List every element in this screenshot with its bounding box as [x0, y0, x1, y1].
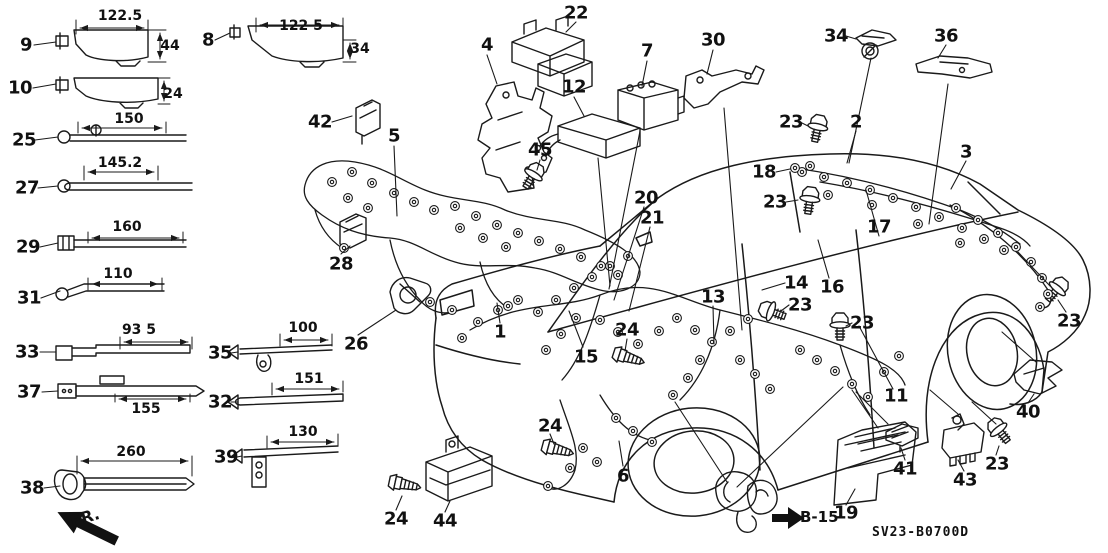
callout-33: 33: [14, 341, 40, 363]
callout-18: 18: [751, 161, 777, 183]
callout-23-1: 23: [778, 111, 804, 133]
car-outline: [434, 154, 1090, 523]
dimension-d9w: 122.5: [97, 8, 143, 24]
callout-23-4: 23: [849, 312, 875, 334]
part-37-drawing: [58, 376, 204, 402]
dimension-d29: 160: [112, 219, 142, 235]
callout-44: 44: [432, 510, 458, 532]
dimension-d35: 100: [288, 320, 318, 336]
dimension-d32: 151: [294, 371, 324, 387]
dimension-d8w: 122 5: [279, 18, 323, 34]
dimension-d38: 260: [116, 444, 146, 460]
callout-21: 21: [639, 207, 665, 229]
leader-lines: [33, 22, 1066, 512]
part-38-drawing: [55, 456, 194, 499]
part-8-drawing: [230, 18, 356, 67]
fr-direction-label: FR.: [67, 504, 102, 531]
callout-23-3: 23: [787, 294, 813, 316]
dimension-d8h: 34: [350, 41, 370, 57]
callout-38: 38: [19, 477, 45, 499]
callout-36: 36: [933, 25, 959, 47]
callout-8: 8: [201, 29, 215, 51]
callout-19: 19: [833, 502, 859, 524]
callout-24-1: 24: [614, 319, 640, 341]
part-22-drawing: [512, 16, 592, 96]
callout-23-6: 23: [1056, 310, 1082, 332]
dimension-d27: 145.2: [97, 155, 143, 171]
part-42-drawing: [356, 100, 380, 144]
callout-42: 42: [307, 111, 333, 133]
callout-7: 7: [640, 40, 654, 62]
callout-29: 29: [15, 236, 41, 258]
part-30-drawing: [684, 66, 764, 108]
callout-41: 41: [892, 458, 918, 480]
part-35-drawing: [228, 334, 332, 371]
callout-9: 9: [19, 34, 33, 56]
callout-3: 3: [959, 141, 973, 163]
callout-1: 1: [493, 321, 507, 343]
part-44-drawing: [426, 436, 492, 501]
dimension-d37: 155: [131, 401, 161, 417]
harness-wires: [304, 161, 1051, 489]
part-41-drawing: [886, 424, 918, 452]
callout-14: 14: [783, 272, 809, 294]
part-19-drawing: [834, 422, 916, 505]
part-40-drawing: [1014, 360, 1062, 394]
callout-39: 39: [213, 446, 239, 468]
callout-12: 12: [561, 76, 587, 98]
callout-30: 30: [700, 29, 726, 51]
callout-37: 37: [16, 381, 42, 403]
callout-23-2: 23: [762, 191, 788, 213]
callout-22: 22: [563, 2, 589, 24]
callout-13: 13: [700, 286, 726, 308]
dimension-d31: 110: [103, 266, 133, 282]
dimension-d33: 93 5: [121, 322, 157, 338]
diagram-code: SV23-B0700D: [872, 525, 970, 540]
callout-2: 2: [849, 111, 863, 133]
callout-20: 20: [633, 187, 659, 209]
callout-34: 34: [823, 25, 849, 47]
callout-24-3: 24: [383, 508, 409, 530]
callout-28: 28: [328, 253, 354, 275]
b15-reference-label: B-15: [800, 508, 839, 526]
dimension-d25: 150: [114, 111, 144, 127]
callout-4: 4: [480, 34, 494, 56]
callout-25: 25: [11, 129, 37, 151]
part-27-drawing: [58, 166, 192, 192]
callout-26: 26: [343, 333, 369, 355]
callout-17: 17: [866, 216, 892, 238]
part-9-drawing: [56, 20, 166, 66]
callout-6: 6: [616, 465, 630, 487]
part-33-drawing: [56, 337, 192, 360]
bolt-23-instances: [756, 113, 1072, 448]
callout-43: 43: [952, 469, 978, 491]
part-7-drawing: [618, 81, 684, 130]
dimension-d10h: 24: [163, 86, 183, 102]
dimension-d9h: 44: [160, 38, 180, 54]
callout-10: 10: [7, 77, 33, 99]
callout-45: 45: [527, 139, 553, 161]
part-36-drawing: [916, 56, 992, 78]
callout-11: 11: [883, 385, 909, 407]
part-39-drawing: [232, 434, 338, 487]
part-10-drawing: [56, 77, 170, 108]
callout-16: 16: [819, 276, 845, 298]
dimension-d39: 130: [288, 424, 318, 440]
callout-27: 27: [14, 177, 40, 199]
callout-35: 35: [207, 342, 233, 364]
callout-5: 5: [387, 125, 401, 147]
part-31-drawing: [56, 278, 164, 300]
part-34-drawing: [856, 30, 896, 59]
callout-32: 32: [207, 391, 233, 413]
part-32-drawing: [228, 381, 343, 409]
callout-23-5: 23: [984, 453, 1010, 475]
part-43-drawing: [942, 414, 984, 466]
part-26-drawing: [390, 278, 431, 314]
callout-40: 40: [1015, 401, 1041, 423]
callout-15: 15: [573, 346, 599, 368]
part-25-drawing: [58, 122, 186, 143]
part-29-drawing: [58, 232, 186, 250]
callout-24-2: 24: [537, 415, 563, 437]
callout-31: 31: [16, 287, 42, 309]
